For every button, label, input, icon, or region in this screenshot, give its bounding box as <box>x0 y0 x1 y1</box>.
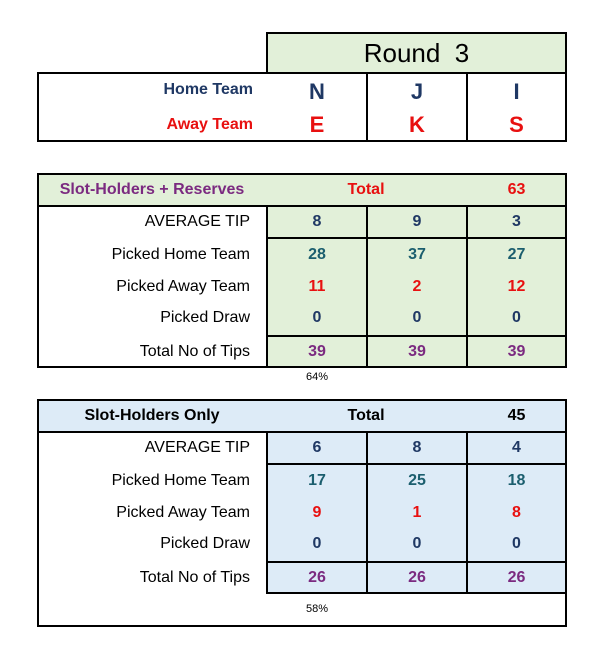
home-team-1: N <box>309 79 325 104</box>
table2-avg-1: 6 <box>312 439 322 456</box>
table2-home-1: 17 <box>308 472 326 489</box>
table1-avg-1: 8 <box>312 213 322 230</box>
table2-draw-3: 0 <box>512 535 521 552</box>
table1-total-row-label: Total No of Tips <box>139 342 250 360</box>
table2-away-label: Picked Away Team <box>116 504 250 521</box>
table1-percent: 64% <box>306 371 329 383</box>
table1-home-2: 37 <box>408 246 426 263</box>
table2-total-row-label: Total No of Tips <box>139 568 250 586</box>
table1-draw-3: 0 <box>512 309 521 326</box>
table2-avg-label: AVERAGE TIP <box>144 439 250 456</box>
table1-home-1: 28 <box>308 246 326 263</box>
table2-away-3: 8 <box>512 504 521 521</box>
table1-draw-2: 0 <box>412 309 422 326</box>
table2-draw-label: Picked Draw <box>160 535 250 552</box>
table2-home-2: 25 <box>408 472 426 489</box>
table1-total-3: 39 <box>507 342 526 360</box>
table2-avg-3: 4 <box>512 439 521 456</box>
table1-away-3: 12 <box>507 278 526 295</box>
away-team-1: E <box>309 112 325 137</box>
table2-away-2: 1 <box>412 504 422 521</box>
table1-avg-label: AVERAGE TIP <box>144 213 250 230</box>
table1-total-value: 63 <box>507 181 526 198</box>
table1-home-label: Picked Home Team <box>111 246 250 263</box>
away-team-label: Away Team <box>166 116 253 133</box>
table2-total-value: 45 <box>507 407 526 424</box>
table1-draw-1: 0 <box>312 309 322 326</box>
table1-total-1: 39 <box>308 342 326 360</box>
table2-total-1: 26 <box>308 568 326 586</box>
table1-away-2: 2 <box>412 278 422 295</box>
table1-total-label: Total <box>347 181 385 198</box>
table2-draw-1: 0 <box>312 535 322 552</box>
home-team-3: I <box>513 79 520 104</box>
table2-home-3: 18 <box>507 472 526 489</box>
round-title-cell <box>266 32 567 74</box>
table2-draw-2: 0 <box>412 535 422 552</box>
table2-total-2: 26 <box>408 568 426 586</box>
home-team-label: Home Team <box>163 81 253 98</box>
table1-total-2: 39 <box>408 342 426 360</box>
table1-header-label: Slot-Holders + Reserves <box>59 181 245 198</box>
table2-home-label: Picked Home Team <box>111 472 250 489</box>
table1-draw-label: Picked Draw <box>160 309 250 326</box>
table2-percent: 58% <box>306 603 329 615</box>
table2-away-1: 9 <box>312 504 322 521</box>
table1-away-label: Picked Away Team <box>116 278 250 295</box>
table2-total-3: 26 <box>507 568 526 586</box>
table2-avg-2: 8 <box>412 439 422 456</box>
table1-avg-3: 3 <box>512 213 521 230</box>
away-team-3: S <box>509 112 524 137</box>
table2-total-label: Total <box>347 407 385 424</box>
table1-home-3: 27 <box>507 246 526 263</box>
away-team-2: K <box>409 112 425 137</box>
table2-header-label: Slot-Holders Only <box>84 407 220 424</box>
table1-avg-2: 9 <box>412 213 422 230</box>
home-team-2: J <box>410 79 424 104</box>
round-title: Round 3 <box>363 37 470 68</box>
table1-away-1: 11 <box>308 278 326 295</box>
